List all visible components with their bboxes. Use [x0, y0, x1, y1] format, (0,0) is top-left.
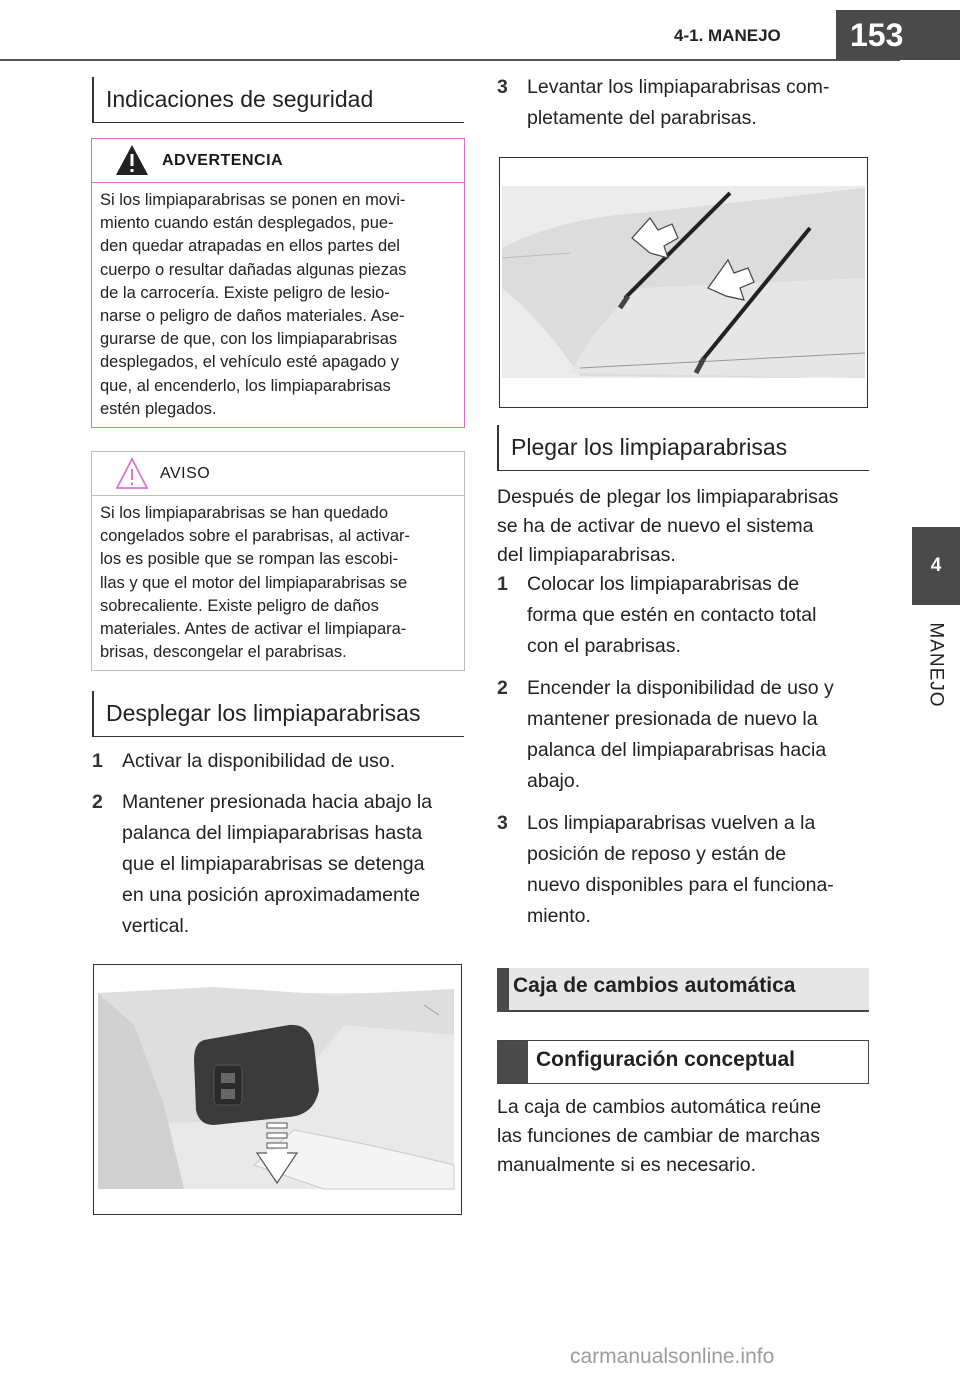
fold-intro: Después de plegar los limpiaparabrisas se ha de activar de nuevo el sistema del limpiaparabrisas. — [497, 486, 839, 566]
warning-box — [91, 138, 465, 428]
header-rule — [0, 59, 900, 61]
gearbox-heading: Caja de cambios automática — [497, 968, 869, 1012]
fold-heading: Plegar los limpiaparabrisas — [497, 425, 869, 471]
warning-triangle-icon — [92, 142, 152, 180]
wipers-raised-illustration — [499, 157, 868, 408]
fold-step-1: 1 Colocar los limpiaparabrisas de forma que estén en contacto total con el parabrisas. — [497, 573, 817, 657]
safety-heading: Indicaciones de seguridad — [92, 77, 464, 123]
page-header — [0, 0, 960, 68]
deploy-step-3: 3 Levantar los limpiaparabrisas com- pletamente del parabrisas. — [497, 76, 830, 129]
watermark: carmanualsonline.info — [570, 1345, 775, 1368]
notice-text: Si los limpiaparabrisas se han quedado congelados sobre el parabrisas, al activar- los es posible que se rompan las escobi- llas y que el motor del limpiaparabrisas se sobrecaliente. Existe peligro de daños materiales. Antes de activar el limpiapara- brisas, descongelar el parabrisas. — [100, 504, 410, 662]
chapter-tab-number: 4 — [912, 527, 960, 605]
chapter-tab-label: MANEJO — [926, 622, 947, 708]
concept-heading: Configuración conceptual — [497, 1040, 869, 1084]
page-number: 153 — [836, 10, 960, 60]
concept-text: La caja de cambios automática reúne las funciones de cambiar de marchas manualmente si es necesario. — [497, 1096, 822, 1176]
warning-title: ADVERTENCIA — [162, 151, 284, 169]
wiper-lever-illustration — [93, 964, 462, 1215]
fold-step-3: 3 Los limpiaparabrisas vuelven a la posición de reposo y están de nuevo disponibles para el funciona- miento. — [497, 812, 834, 927]
deploy-heading: Desplegar los limpiaparabrisas — [92, 691, 464, 737]
fold-step-2: 2 Encender la disponibilidad de uso y mantener presionada de nuevo la palanca del limpiaparabrisas hacia abajo. — [497, 677, 834, 792]
deploy-step-1: 1 Activar la disponibilidad de uso. — [92, 750, 396, 772]
warning-text: Si los limpiaparabrisas se ponen en movi- miento cuando están desplegados, pue- den quedar atrapadas en ellos partes del cuerpo o resultar dañadas algunas piezas de la carrocería. Existe peligro de lesio- narse o peligro de daños materiales. Ase- gurarse de que, con los limpiaparabrisas desplegados, el vehículo esté apagado y que, al encenderlo, los limpiaparabrisas estén plegados. — [100, 191, 407, 418]
caution-triangle-icon — [92, 455, 152, 493]
notice-box — [91, 451, 465, 671]
section-title: 4-1. MANEJO — [674, 26, 781, 45]
notice-header — [92, 452, 464, 496]
notice-title: AVISO — [160, 464, 211, 482]
warning-header — [92, 139, 464, 183]
deploy-step-2: 2 Mantener presionada hacia abajo la palanca del limpiaparabrisas hasta que el limpiaparabrisas se detenga en una posición aproximadamente vertical. — [92, 791, 433, 937]
